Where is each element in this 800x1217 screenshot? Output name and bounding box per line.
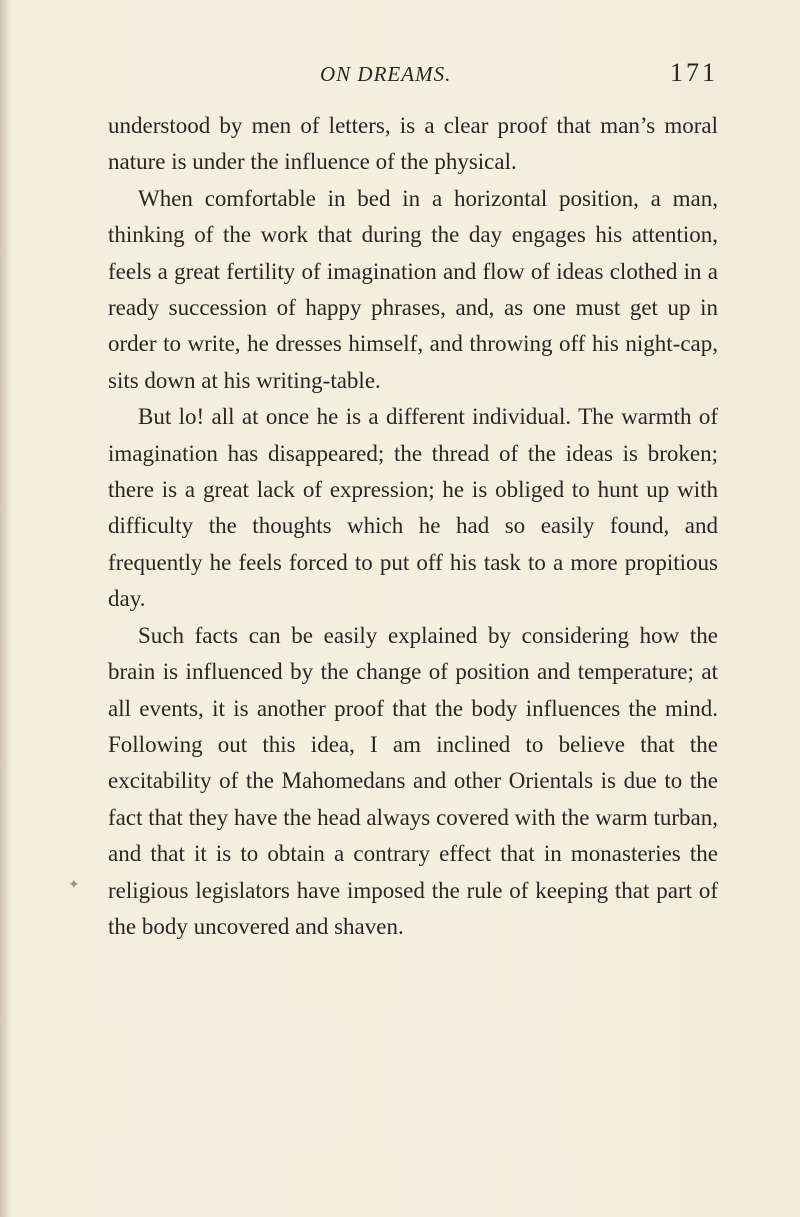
spine-shadow: [0, 0, 10, 1217]
page-header: [108, 52, 718, 92]
margin-speck: ✦: [68, 877, 80, 893]
paragraph-3: But lo! all at once he is a different individual. The warmth of imagination has disappeared; the thread of the ideas is broken; there is a great lack of expression; he is obliged to hunt up with difficulty the thoughts which he had so easily found, and frequently he feels forced to put off his task to a more propitious day.: [108, 404, 718, 612]
paragraph-1: understood by men of letters, is a clear proof that man’s moral nature is under the influence of the physical.: [108, 113, 718, 175]
body-text: [108, 108, 718, 945]
paragraph-4: Such facts can be easily explained by considering how the brain is influenced by the change of position and temperature; at all events, it is another proof that the body influences the mind. Following out this idea, I am inclined to believe that the excitability of the Mahomedans and other Orientals is due to the fact that they have the head always covered with the warm turban, and that it is to obtain a contrary effect that in monasteries the religious legislators have imposed the rule of keeping that part of the body uncovered and shaven.: [108, 622, 718, 939]
paragraph-2: When comfortable in bed in a horizontal position, a man, thinking of the work that during the day engages his attention, feels a great fertility of imagination and flow of ideas clothed in a ready succession of happy phrases, and, as one must get up in order to write, he dresses himself, and throwing off his night-cap, sits down at his writing-table.: [108, 185, 718, 393]
running-head: ON DREAMS.: [320, 62, 452, 86]
page-number: 171: [670, 58, 718, 87]
